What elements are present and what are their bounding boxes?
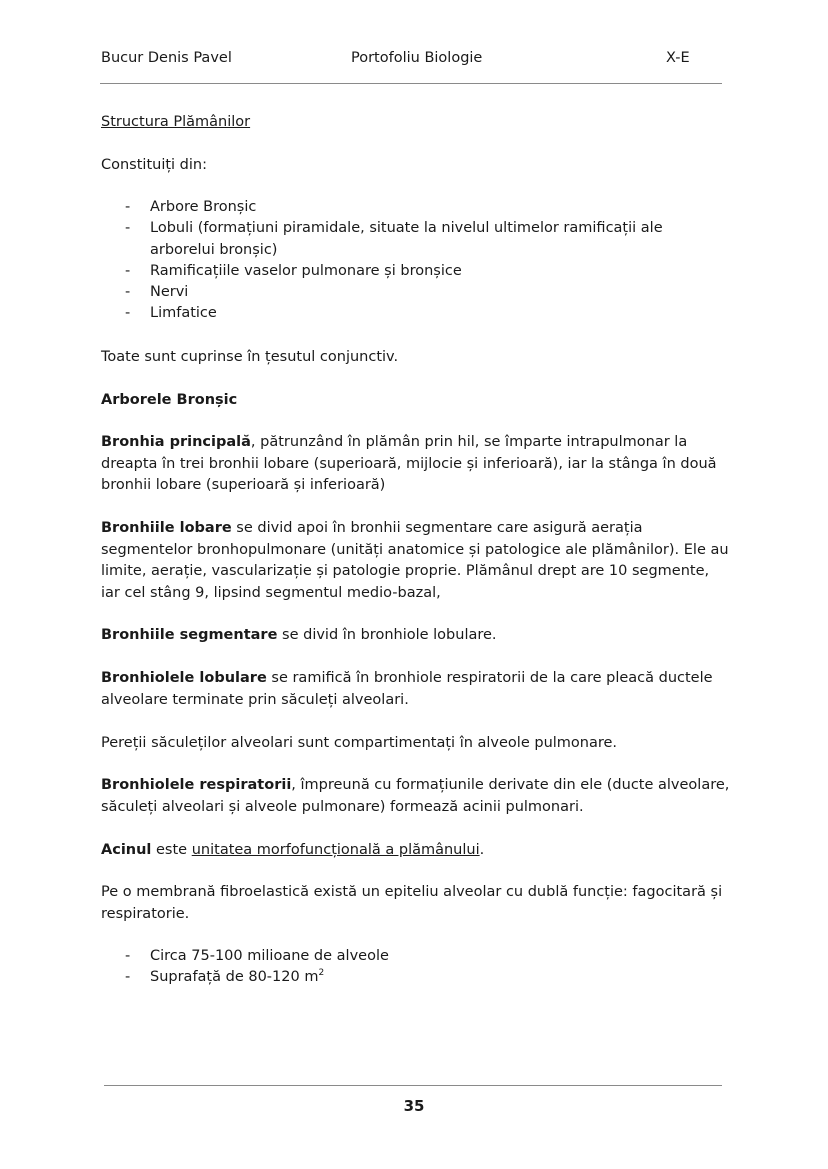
term: Bronhiile segmentare xyxy=(101,627,278,643)
components-list xyxy=(101,197,721,325)
list-item: - Limfatice xyxy=(101,303,721,324)
superscript: 2 xyxy=(318,968,325,979)
term: Bronhiile lobare xyxy=(101,520,232,536)
header-divider xyxy=(100,83,722,84)
header-title: Portofoliu Biologie xyxy=(351,50,483,66)
list-item-alveoli: - Circa 75-100 milioane de alveole xyxy=(101,946,721,967)
term: Acinul xyxy=(101,842,152,858)
subtitle xyxy=(101,390,731,412)
list-item: - Ramificațiile vaselor pulmonare și bronșice xyxy=(101,261,721,282)
term: Bronhiolele lobulare xyxy=(101,670,267,686)
paragraph-text: se ramifică în bronhiole respiratorii de la care pleacă ductele alveolare terminate prin săculeți alveolari. xyxy=(101,670,713,708)
paragraph-text: se divid în bronhiole lobulare. xyxy=(277,627,497,643)
paragraph-bronhiolele-respiratorii xyxy=(101,775,731,818)
term: Bronhia principală xyxy=(101,434,251,450)
list-item: - Lobuli (formațiuni piramidale, situate la nivelul ultimelor ramificații ale arborelui bronșic) xyxy=(101,218,721,261)
paragraph-bronhia-principala xyxy=(101,432,731,497)
list-item: - Arbore Bronșic xyxy=(101,197,721,218)
paragraph-acinul xyxy=(101,840,731,862)
footer-divider xyxy=(104,1085,722,1086)
paragraph-text: , împreună cu formațiunile derivate din ele (ducte alveolare, săculeți alveolari și alveole pulmonare) formează acinii pulmonari. xyxy=(101,777,730,815)
underlined-definition: unitatea morfofuncțională a plămânului xyxy=(191,842,480,858)
paragraph-text: , pătrunzând în plămân prin hil, se împarte intrapulmonar la dreapta în trei bronhii lobare (superioară, mijlocie și inferioară), iar la stânga în două bronhii lobare (superioară și inferioară) xyxy=(101,434,717,493)
header-author: Bucur Denis Pavel xyxy=(101,50,232,66)
paragraph-text: se divid apoi în bronhii segmentare care asigură aerația segmentelor bronhopulmonare (unități anatomice și patologice ale plămânilor). Ele au limite, aerație, vascularizație și patologie proprie. Plămânul drept are 10 segmente, iar cel stâng 9, lipsind segmentul medio-bazal, xyxy=(101,520,729,601)
section-title: Structura Plămânilor xyxy=(101,114,251,130)
subtitle-text: Arborele Bronșic xyxy=(101,392,238,408)
list-item: - Nervi xyxy=(101,282,721,303)
paragraph-text: este xyxy=(151,842,192,858)
paragraph-bronhiile-lobare xyxy=(101,518,731,604)
facts-list xyxy=(101,946,721,989)
term: Bronhiolele respiratorii xyxy=(101,777,292,793)
page-number: 35 xyxy=(403,1097,425,1115)
list-item-surface xyxy=(101,967,721,988)
paragraph-membrana: Pe o membrană fibroelastică există un epiteliu alveolar cu dublă funcție: fagocitară și respiratorie. xyxy=(101,884,723,922)
paragraph-text: . xyxy=(479,842,485,858)
header-class: X-E xyxy=(666,50,690,66)
paragraph-peretii: Pereții săculeților alveolari sunt compartimentați în alveole pulmonare. xyxy=(101,735,618,751)
tissue-note: Toate sunt cuprinse în țesutul conjunctiv. xyxy=(101,349,399,365)
surface-text: Suprafață de 80-120 m xyxy=(150,969,319,986)
paragraph-bronhiile-segmentare xyxy=(101,625,731,647)
intro-text: Constituiți din: xyxy=(101,157,207,173)
paragraph-bronhiolele-lobulare xyxy=(101,668,731,711)
